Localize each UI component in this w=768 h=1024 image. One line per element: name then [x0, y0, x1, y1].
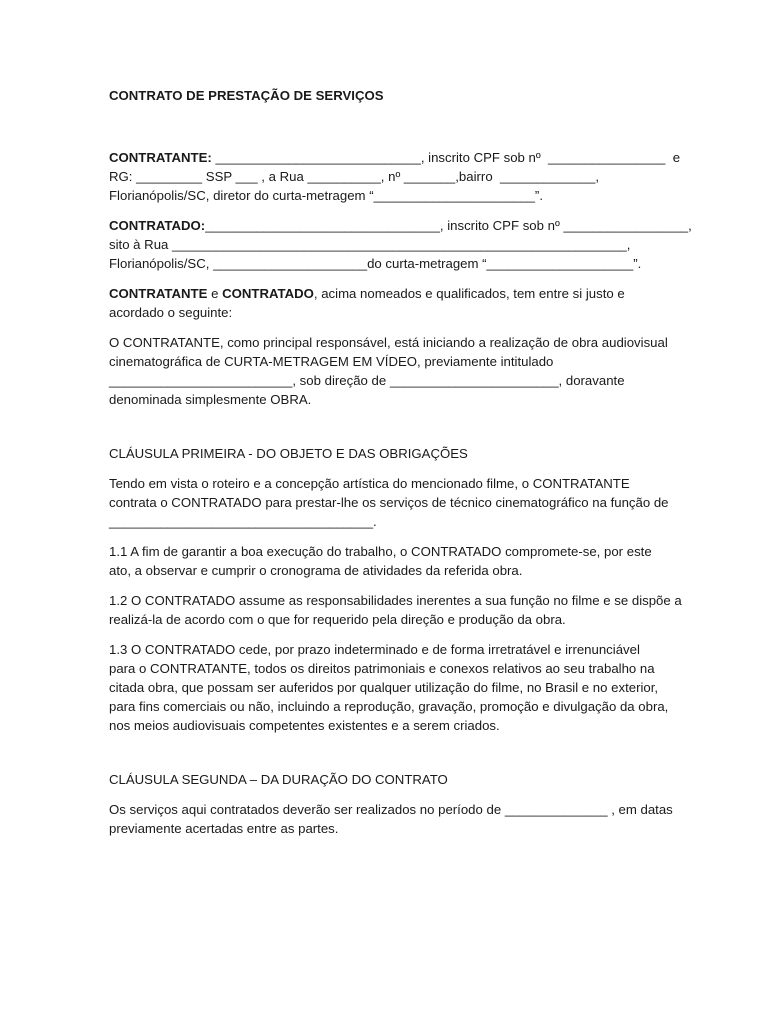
clause-1-item-1-1-line: ato, a observar e cumprir o cronograma de atividades da referida obra.	[109, 563, 523, 578]
contratado-line-2: sito à Rua ______________________________________________________________,	[109, 237, 631, 252]
clause-1-item-1-2-line: realizá-la de acordo com o que for requerido pela direção e produção da obra.	[109, 612, 566, 627]
intro-line-2: acordado o seguinte:	[109, 305, 233, 320]
clause-1-item-1-3-line: nos meios audiovisuais competentes existentes e a serem criados.	[109, 718, 500, 733]
contratante-line-3: Florianópolis/SC, diretor do curta-metragem “______________________”.	[109, 188, 543, 203]
clause-1-item-1-3-line: citada obra, que possam ser auferidos por qualquer utilização do filme, no Brasil e no exterior,	[109, 680, 659, 695]
clause-1-heading: CLÁUSULA PRIMEIRA - DO OBJETO E DAS OBRIGAÇÕES	[109, 446, 468, 461]
contratante-line-1-text: ____________________________, inscrito CPF sob nº ________________ e	[211, 150, 681, 165]
clause-1-intro-line: Tendo em vista o roteiro e a concepção artística do mencionado filme, o CONTRATANTE	[109, 476, 630, 491]
document-body	[109, 86, 692, 838]
preamble-line: O CONTRATANTE, como principal responsável, está iniciando a realização de obra audiovisual	[109, 335, 668, 350]
contratante-block	[109, 148, 681, 205]
clause-1-item-1-1-line: 1.1 A fim de garantir a boa execução do trabalho, o CONTRATADO compromete-se, por este	[109, 544, 652, 559]
clause-1-item-1-3-line: para o CONTRATANTE, todos os direitos patrimoniais e conexos relativos ao seu trabalho na	[109, 661, 655, 676]
contratado-block	[109, 216, 692, 273]
contratante-label: CONTRATANTE:	[109, 150, 212, 165]
clause-1-item-1-3-line: 1.3 O CONTRATADO cede, por prazo indeterminado e de forma irretratável e irrenunciável	[109, 642, 640, 657]
intro-paragraph	[109, 284, 667, 322]
intro-line-1-rest: , acima nomeados e qualificados, tem entre si justo e	[313, 286, 625, 301]
clause-2-text-line: previamente acertadas entre as partes.	[109, 821, 339, 836]
contratado-label: CONTRATADO:	[109, 218, 206, 233]
contratante-line-1	[109, 148, 681, 167]
clause-2-text-line: Os serviços aqui contratados deverão ser realizados no período de ______________ , em datas	[109, 802, 673, 817]
preamble-line: _________________________, sob direção de _______________________, doravante	[109, 373, 625, 388]
preamble-line: cinematográfica de CURTA-METRAGEM EM VÍDEO, previamente intitulado	[109, 354, 554, 369]
contratado-line-1	[109, 216, 692, 235]
clause-2-heading: CLÁUSULA SEGUNDA – DA DURAÇÃO DO CONTRATO	[109, 772, 448, 787]
document-title: CONTRATO DE PRESTAÇÃO DE SERVIÇOS	[109, 88, 384, 103]
clause-1-item-1-2-line: 1.2 O CONTRATADO assume as responsabilidades inerentes a sua função no filme e se dispõe a	[109, 593, 682, 608]
contratante-line-2: RG: _________ SSP ___ , a Rua __________, nº _______,bairro _____________,	[109, 169, 599, 184]
preamble-paragraph	[109, 333, 667, 409]
clause-1-item-1-3	[109, 640, 667, 735]
contratado-line-3: Florianópolis/SC, _____________________do curta-metragem “____________________”.	[109, 256, 642, 271]
contratado-line-1-text: ________________________________, inscrito CPF sob nº _________________,	[205, 218, 692, 233]
preamble-line: denominada simplesmente OBRA.	[109, 392, 312, 407]
intro-contratado: CONTRATADO	[222, 286, 314, 301]
clause-1-item-1-1	[109, 542, 667, 580]
clause-1-intro	[109, 474, 667, 531]
clause-1-item-1-3-line: para fins comerciais ou não, incluindo a reprodução, gravação, promoção e divulgação da obra,	[109, 699, 669, 714]
intro-connector: e	[207, 286, 223, 301]
clause-1-intro-line: ____________________________________.	[109, 514, 377, 529]
clause-1-intro-line: contrata o CONTRATADO para prestar-lhe os serviços de técnico cinematográfico na função de	[109, 495, 669, 510]
clause-1-item-1-2	[109, 591, 682, 629]
intro-contratante: CONTRATANTE	[109, 286, 208, 301]
intro-line-1	[109, 284, 667, 303]
clause-2-text	[109, 800, 673, 838]
